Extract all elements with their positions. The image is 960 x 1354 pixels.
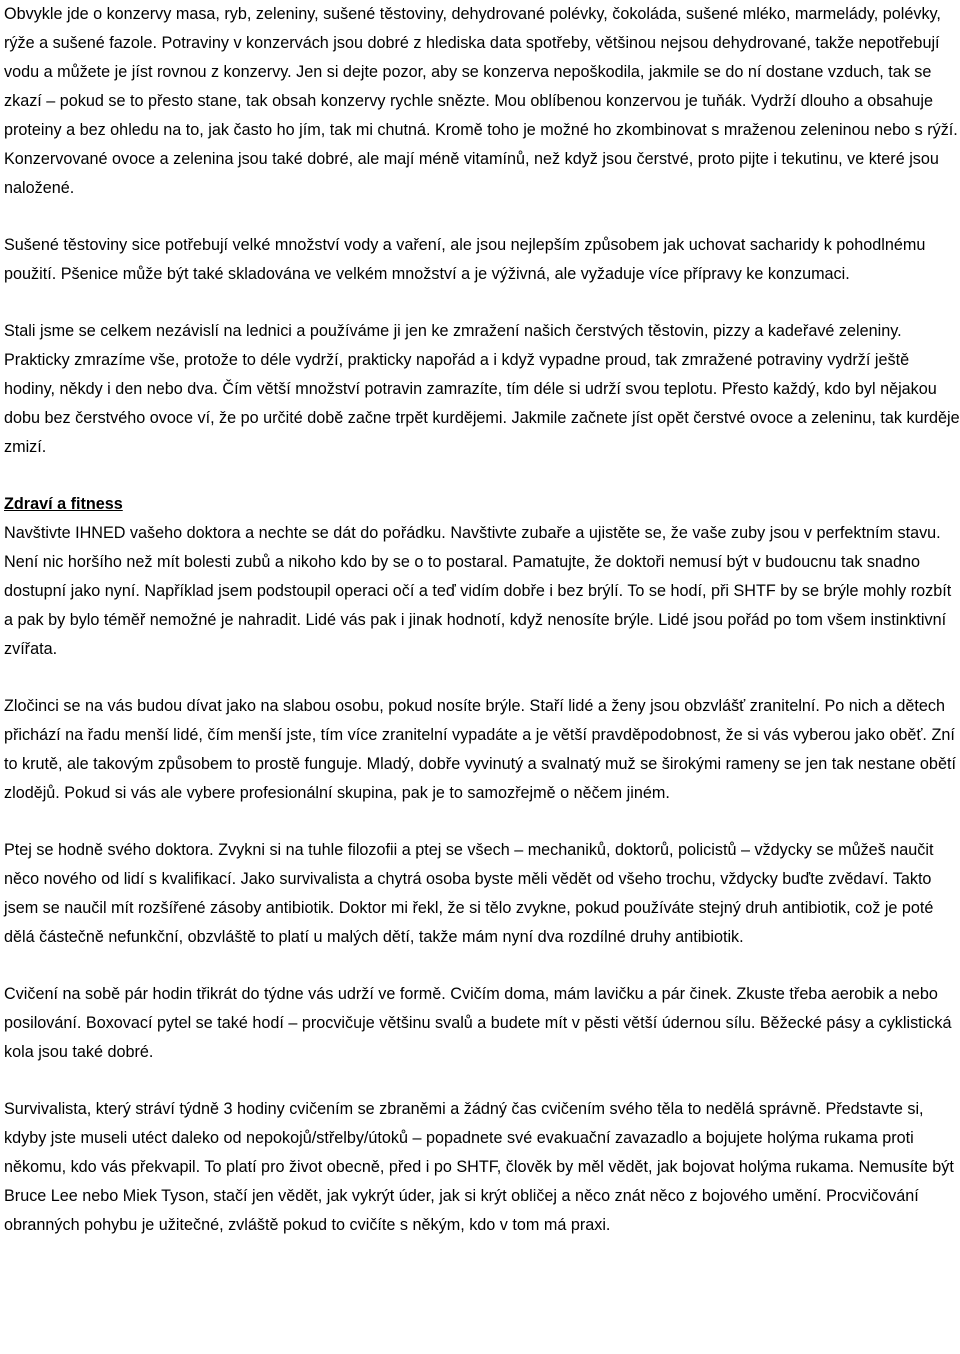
paragraph xyxy=(4,317,960,462)
sentence: Pšenice může být také skladována ve velkém množství a je výživná, ale vyžaduje více přípravy ke konzumaci. xyxy=(60,265,850,283)
sentence: Zločinci se na vás budou dívat jako na slabou osobu, pokud nosíte brýle. xyxy=(4,697,526,715)
sentence: Pokud si vás ale vybere profesionální skupina, pak je to samozřejmě o něčem jiném. xyxy=(64,784,670,802)
sentence: Běžecké pásy a cyklistická kola jsou také dobré. xyxy=(4,1014,952,1061)
sentence: Představte si, kdyby jste museli utéct daleko od nepokojů/střelby/útoků – popadnete své evakuační zavazadlo a bojujete holýma rukama proti někomu, kdo vás překvapil. xyxy=(4,1100,924,1176)
sentence: Například jsem podstoupil operaci očí a teď vidím dobře i bez brýlí. xyxy=(144,582,624,600)
sentence: Navštivte IHNED vašeho doktora a nechte se dát do pořádku. xyxy=(4,524,446,542)
paragraph-gap xyxy=(4,808,960,836)
sentence: Navštivte zubaře a ujistěte se, že vaše zuby jsou v perfektním stavu. xyxy=(450,524,941,542)
sentence: Zkuste třeba aerobik a nebo posilování. xyxy=(4,985,938,1032)
sentence: Zvykni si na tuhle filozofii a ptej se všech – mechaniků, doktorů, policistů – vždycky se můžeš naučit něco nového od lidí s kvalifikací. xyxy=(4,841,934,888)
paragraph xyxy=(4,0,960,203)
sentence: Survivalista, který stráví týdně 3 hodiny cvičením se zbraněmi a žádný čas cvičením svého těla to nedělá správně. xyxy=(4,1100,821,1118)
document-page xyxy=(4,0,960,1240)
intro-section xyxy=(4,0,960,462)
sentence: Kromě toho je možné ho zkombinovat s mraženou zeleninou nebo s rýží. xyxy=(435,121,958,139)
sentence: Jen si dejte pozor, aby se konzerva nepoškodila, jakmile se do ní dostane vzduch, tak se zkazí – pokud se to přesto stane, tak obsah konzervy rychle snězte. xyxy=(4,63,932,110)
paragraph-gap xyxy=(4,203,960,231)
sentence: Jakmile začnete jíst opět čerstvé ovoce a zeleninu, tak kurděje zmizí. xyxy=(4,409,960,456)
sentence: Doktor mi řekl, že si tělo zvykne, pokud používáte stejný druh antibiotik, což je poté dělá částečně nefunkční, obzvláště to platí u malých dětí, takže mám nyní dva rozdílné druhy antibiotik. xyxy=(4,899,934,946)
sentence: Jako survivalista a chytrá osoba byste měli vědět od všeho trochu, vždycky buďte zvědaví. xyxy=(240,870,889,888)
sentence: Konzervované ovoce a zelenina jsou také dobré, ale mají méně vitamínů, než když jsou čerstvé, proto pijte i tekutinu, ve které jsou naložené. xyxy=(4,150,939,197)
paragraph-gap xyxy=(4,664,960,692)
sentence: Přesto každý, kdo byl nějakou dobu bez čerstvého ovoce ví, že po určité době začne trpět kurdějemi. xyxy=(4,380,937,427)
section-body xyxy=(4,519,960,1240)
sentence: Není nic horšího než mít bolesti zubů a nikoho kdo by se o to postaral. xyxy=(4,553,508,571)
sentence: To platí pro život obecně, před i po SHTF, člověk by měl vědět, jak bojovat holýma rukama. xyxy=(204,1158,854,1176)
paragraph xyxy=(4,1095,960,1240)
paragraph-gap xyxy=(4,462,960,490)
sentence: Zní to krutě, ale takovým způsobem to prostě funguje. xyxy=(4,726,955,773)
sentence: Cvičím doma, mám lavičku a pár činek. xyxy=(450,985,732,1003)
sentence: Po nich a dětech přichází na řadu menší lidé, čím menší jste, tím více zranitelní vypadáte a je větší pravděpodobnost, že si vás vyberou jako oběť. xyxy=(4,697,946,744)
sentence: Takto jsem se naučil mít rozšířené zásoby antibiotik. xyxy=(4,870,932,917)
sentence: Sušené těstoviny sice potřebují velké množství vody a vaření, ale jsou nejlepším způsobem jak uchovat sacharidy k pohodlnému použití. xyxy=(4,236,926,283)
sentence: Pamatujte, že doktoři nemusí být v budoucnu tak snadno dostupní jako nyní. xyxy=(4,553,921,600)
sentence: Vydrží dlouho a obsahuje proteiny a bez ohledu na to, jak často ho jím, tak mi chutná. xyxy=(4,92,933,139)
sentence: Stali jsme se celkem nezávislí na lednici a používáme ji jen ke zmražení našich čerstvých těstovin, pizzy a kadeřavé zeleniny. xyxy=(4,322,902,340)
sentence: Lidé jsou pořád po tom všem instinktivní zvířata. xyxy=(4,611,947,658)
paragraph xyxy=(4,231,960,289)
sentence: Obvykle jde o konzervy masa, ryb, zeleniny, sušené těstoviny, dehydrované polévky, čokoláda, sušené mléko, marmelády, polévky, rýže a sušené fazole. xyxy=(4,5,941,52)
paragraph-gap xyxy=(4,952,960,980)
paragraph xyxy=(4,980,960,1067)
sentence: Lidé vás pak i jinak hodnotí, když nenosíte brýle. xyxy=(305,611,654,629)
sentence: Procvičování obranných pohybu je užitečné, zvláště pokud to cvičíte s někým, kdo v tom má praxi. xyxy=(4,1187,919,1234)
paragraph xyxy=(4,519,960,664)
sentence: Mou oblíbenou konzervou je tuňák. xyxy=(494,92,747,110)
sentence: Boxovací pytel se také hodí – procvičuje většinu svalů a budete mít v pěsti větší údernou sílu. xyxy=(85,1014,756,1032)
sentence: To se hodí, při SHTF by se brýle mohly rozbít a pak by bylo téměř nemožné je nahradit. xyxy=(4,582,952,629)
sentence: Cvičení na sobě pár hodin třikrát do týdne vás udrží ve formě. xyxy=(4,985,446,1003)
sentence: Ptej se hodně svého doktora. xyxy=(4,841,214,859)
section-heading: Zdraví a fitness xyxy=(4,495,123,513)
paragraph-gap xyxy=(4,289,960,317)
paragraph xyxy=(4,836,960,952)
sentence: Staří lidé a ženy jsou obzvlášť zranitelní. xyxy=(529,697,820,715)
sentence: Čím větší množství potravin zamrazíte, tím déle si udrží svou teplotu. xyxy=(222,380,718,398)
sentence: Prakticky zmrazíme vše, protože to déle vydrží, prakticky napořád a i když vypadne proud, tak zmražené potraviny vydrží ještě hodiny, někdy i den nebo dva. xyxy=(4,351,910,398)
sentence: Potraviny v konzervách jsou dobré z hlediska data spotřeby, většinou nejsou dehydrované, takže nepotřebují vodu a můžete je jíst rovnou z konzervy. xyxy=(4,34,940,81)
sentence: Nemusíte být Bruce Lee nebo Miek Tyson, stačí jen vědět, jak vykrýt úder, jak si krýt obličej a něco znát něco z bojového umění. xyxy=(4,1158,954,1205)
paragraph-gap xyxy=(4,1067,960,1095)
sentence: Mladý, dobře vyvinutý a svalnatý muž se širokými rameny se jen tak nestane obětí zlodějů. xyxy=(4,755,956,802)
paragraph xyxy=(4,692,960,808)
